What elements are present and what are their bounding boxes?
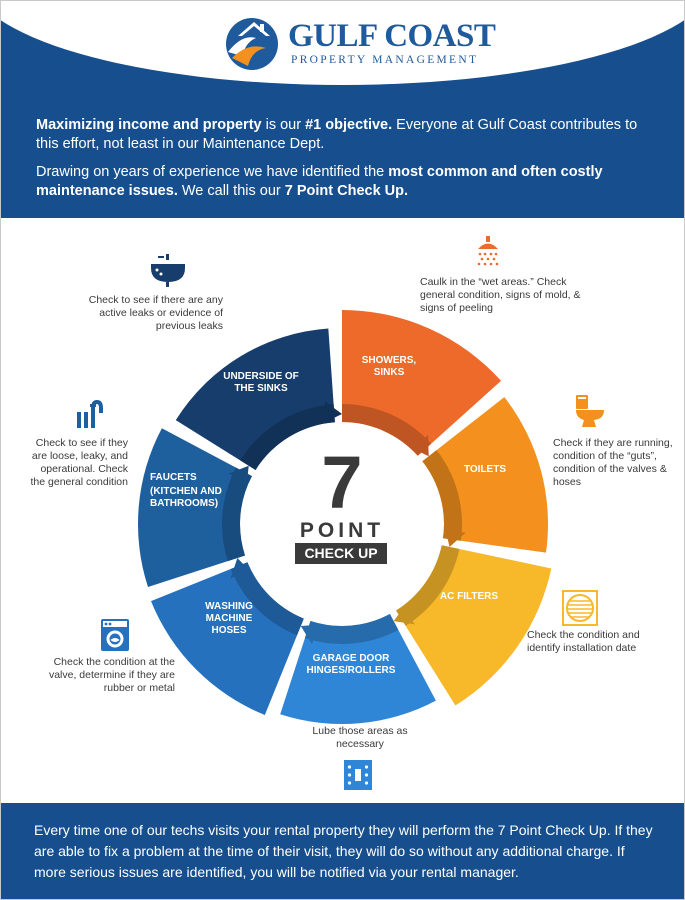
faucets-title: FAUCETS <box>150 472 197 483</box>
center-number: 7 <box>321 441 363 524</box>
desc-garage-door: Lube those areas as necessary <box>312 725 408 750</box>
segment-label-showers: SHOWERS, SINKS <box>361 355 417 378</box>
sink-icon <box>148 254 188 288</box>
intro-text <box>36 116 656 210</box>
desc-underside-sinks: Check to see if there are any active leaks or evidence of previous leaks <box>88 294 223 332</box>
segment-label-washing-machine: WASHING MACHINE HOSES <box>205 601 253 636</box>
segment-label-toilets: TOILETS <box>463 464 507 475</box>
faucets-sublabel: (KITCHEN AND BATHROOMS) <box>150 486 222 509</box>
logo <box>222 12 496 72</box>
logo-mark-icon <box>222 12 282 72</box>
center-point-text: POINT <box>299 519 385 542</box>
intro-p2-mid: We call this our <box>177 183 285 199</box>
toilet-icon <box>574 393 606 429</box>
intro-p2-start: Drawing on years of experience we have identified the <box>36 164 389 180</box>
logo-tagline: PROPERTY MANAGEMENT <box>291 54 479 66</box>
center-checkup-badge: CHECK UP <box>295 543 387 564</box>
hinge-icon <box>342 758 374 792</box>
intro-paragraph-2 <box>36 163 656 201</box>
intro-bold-a: Maximizing income and property <box>36 117 262 133</box>
intro-paragraph-1 <box>36 116 656 154</box>
desc-showers: Caulk in the “wet areas.” Check general condition, signs of mold, & signs of peeling <box>420 276 581 314</box>
logo-name: GULF COAST <box>288 18 496 54</box>
footer-text: Every time one of our techs visits your rental property they will perform the 7 Point Check Up. If they are able to fix a problem at the time of their visit, they will do so without any additional charge. If more serious issues are identified, you will be notified via your rental manager. <box>34 822 653 880</box>
faucet-icon <box>74 398 104 432</box>
desc-ac-filters: Check the condition and identify installation date <box>527 629 640 654</box>
intro-p2-bold: most common and often costly maintenance issues. <box>36 164 603 199</box>
intro-p2-end: 7 Point Check Up. <box>284 183 409 199</box>
intro-mid: is our <box>261 117 306 133</box>
segment-label-ac-filters: AC FILTERS <box>439 591 499 602</box>
segment-label-faucets <box>150 472 226 510</box>
seven-point-diagram <box>0 218 685 803</box>
shower-icon <box>473 236 503 268</box>
segment-label-garage-door: GARAGE DOOR HINGES/ROLLERS <box>306 653 396 676</box>
desc-faucets: Check to see if they are loose, leaky, and operational. Check the general condition <box>30 437 128 488</box>
segment-label-underside-sinks: UNDERSIDE OF THE SINKS <box>223 371 299 394</box>
intro-bold-b: #1 objective. <box>305 117 393 133</box>
desc-toilets: Check if they are running, condition of the “guts”, condition of the valves & hoses <box>553 437 673 488</box>
intro-rest: Everyone at Gulf Coast contributes to this effort, not least in our Maintenance Dept. <box>36 117 638 152</box>
ac-filter-icon <box>562 590 598 626</box>
washing-machine-icon <box>100 618 130 652</box>
desc-washing-machine: Check the condition at the valve, determine if they are rubber or metal <box>48 656 175 694</box>
